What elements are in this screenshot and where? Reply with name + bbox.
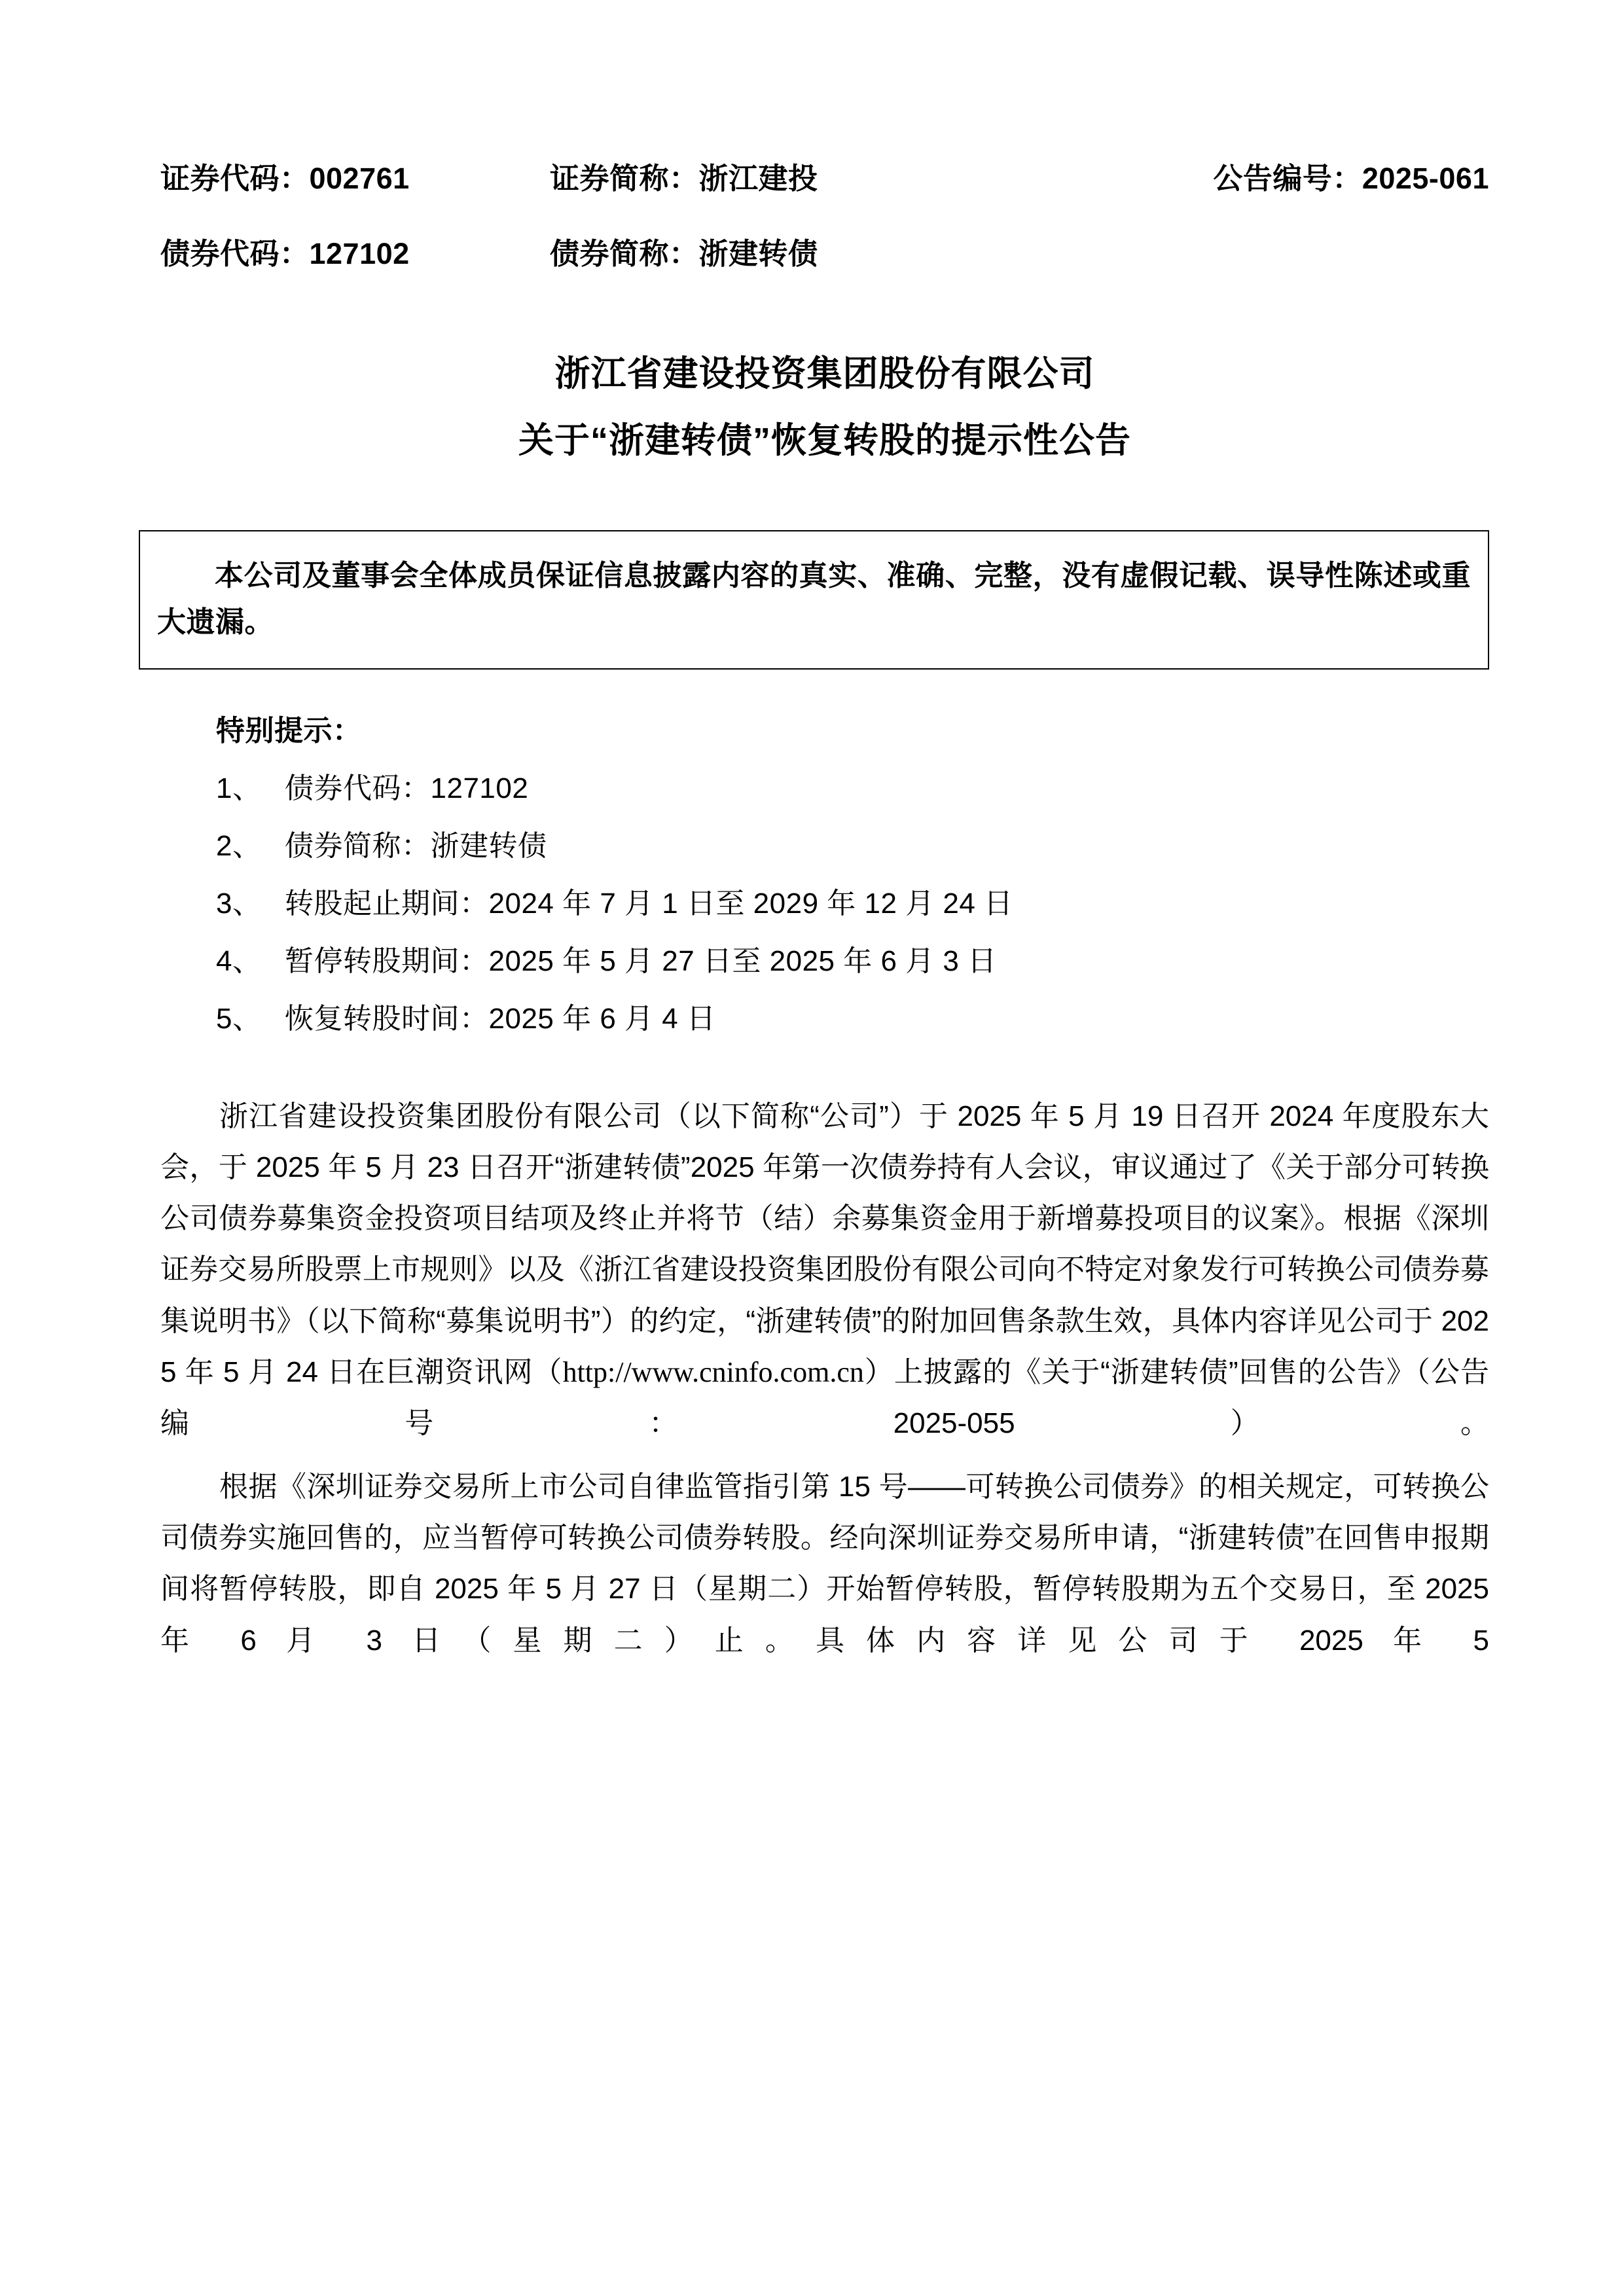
disclaimer-box — [139, 530, 1489, 670]
disclaimer-text: 本公司及董事会全体成员保证信息披露内容的真实、准确、完整，没有虚假记载、误导性陈述或重大遗漏。 — [157, 560, 1471, 639]
security-name: 证券简称：浙江建投 — [550, 162, 818, 195]
body-paragraph-1 — [160, 1091, 1489, 1450]
paragraph-1-text-a: 浙江省建设投资集团股份有限公司（以下简称“公司”）于 2025 年 5 月 19 日召开 2024 年度股东大会，于 2025 年 5 月 23 日召开“浙建转债”2025 年第一次债券持有人会议，审议通过了《关于部分可转换公司债券募集资金投资项目结项及终止并将节（结）余募集资金用于新增募投项目的议案》。根据《深圳证券交易所股票上市规则》以及《浙江省建设投资集团股份有限公司向不特定对象发行可转换公司债券募集说明书》（以下简称“募集说明书”）的约定，“浙建转债”的附加回售条款生效，具体内容详见公司于 2025 年 5 月 24 日在巨潮资讯网（ — [160, 1100, 1489, 1389]
list-item — [216, 944, 1489, 977]
header-row-security — [160, 154, 1489, 197]
header-row-bond — [160, 230, 1489, 272]
bond-code: 债券代码：127102 — [160, 237, 410, 270]
list-item-number: 1、 — [216, 772, 262, 804]
title-subject: 关于“浙建转债”恢复转股的提示性公告 — [518, 421, 1131, 460]
page-title — [160, 356, 1489, 458]
bond-name: 债券简称：浙建转债 — [550, 237, 818, 270]
special-notice-heading: 特别提示： — [216, 714, 362, 747]
body-paragraph-2: 根据《深圳证券交易所上市公司自律监管指引第 15 号——可转换公司债券》的相关规定，可转换公司债券实施回售的，应当暂停可转换公司债券转股。经向深圳证券交易所申请，“浙建转债”在回售申报期间将暂停转股，即自 2025 年 5 月 27 日（星期二）开始暂停转股，暂停转股期为五个交易日，至 2025 年 6 月 3 日（星期二）止。具体内容详见公司于 2025 年 5 — [160, 1470, 1489, 1657]
special-notice-list — [160, 774, 1489, 1033]
list-item — [216, 774, 1489, 803]
list-item — [216, 829, 1489, 862]
list-item-text: 转股起止期间：2024 年 7 月 1 日至 2029 年 12 月 24 日 — [285, 887, 1013, 920]
list-item-number: 2、 — [216, 829, 262, 862]
list-item-text: 恢复转股时间：2025 年 6 月 4 日 — [285, 1002, 716, 1035]
list-item-text: 暂停转股期间：2025 年 5 月 27 日至 2025 年 6 月 3 日 — [285, 944, 997, 977]
list-item — [216, 1002, 1489, 1035]
list-item-text: 债券简称：浙建转债 — [285, 829, 547, 862]
cninfo-url: http://www.cninfo.com.cn — [562, 1356, 864, 1389]
list-item-number: 4、 — [216, 944, 262, 977]
security-code: 证券代码：002761 — [160, 162, 410, 195]
list-item-text: 债券代码：127102 — [285, 772, 529, 804]
title-company-name: 浙江省建设投资集团股份有限公司 — [554, 354, 1095, 393]
announcement-number: 公告编号：2025-061 — [1213, 162, 1489, 195]
page-content — [157, 0, 1489, 1666]
list-item-number: 5、 — [216, 1002, 262, 1035]
list-item-number: 3、 — [216, 887, 262, 920]
paragraph-1-text-b: ）上披露的《关于“浙建转债”回售的公告》（公告编号：2025-055）。 — [160, 1356, 1489, 1440]
list-item — [216, 889, 1489, 918]
